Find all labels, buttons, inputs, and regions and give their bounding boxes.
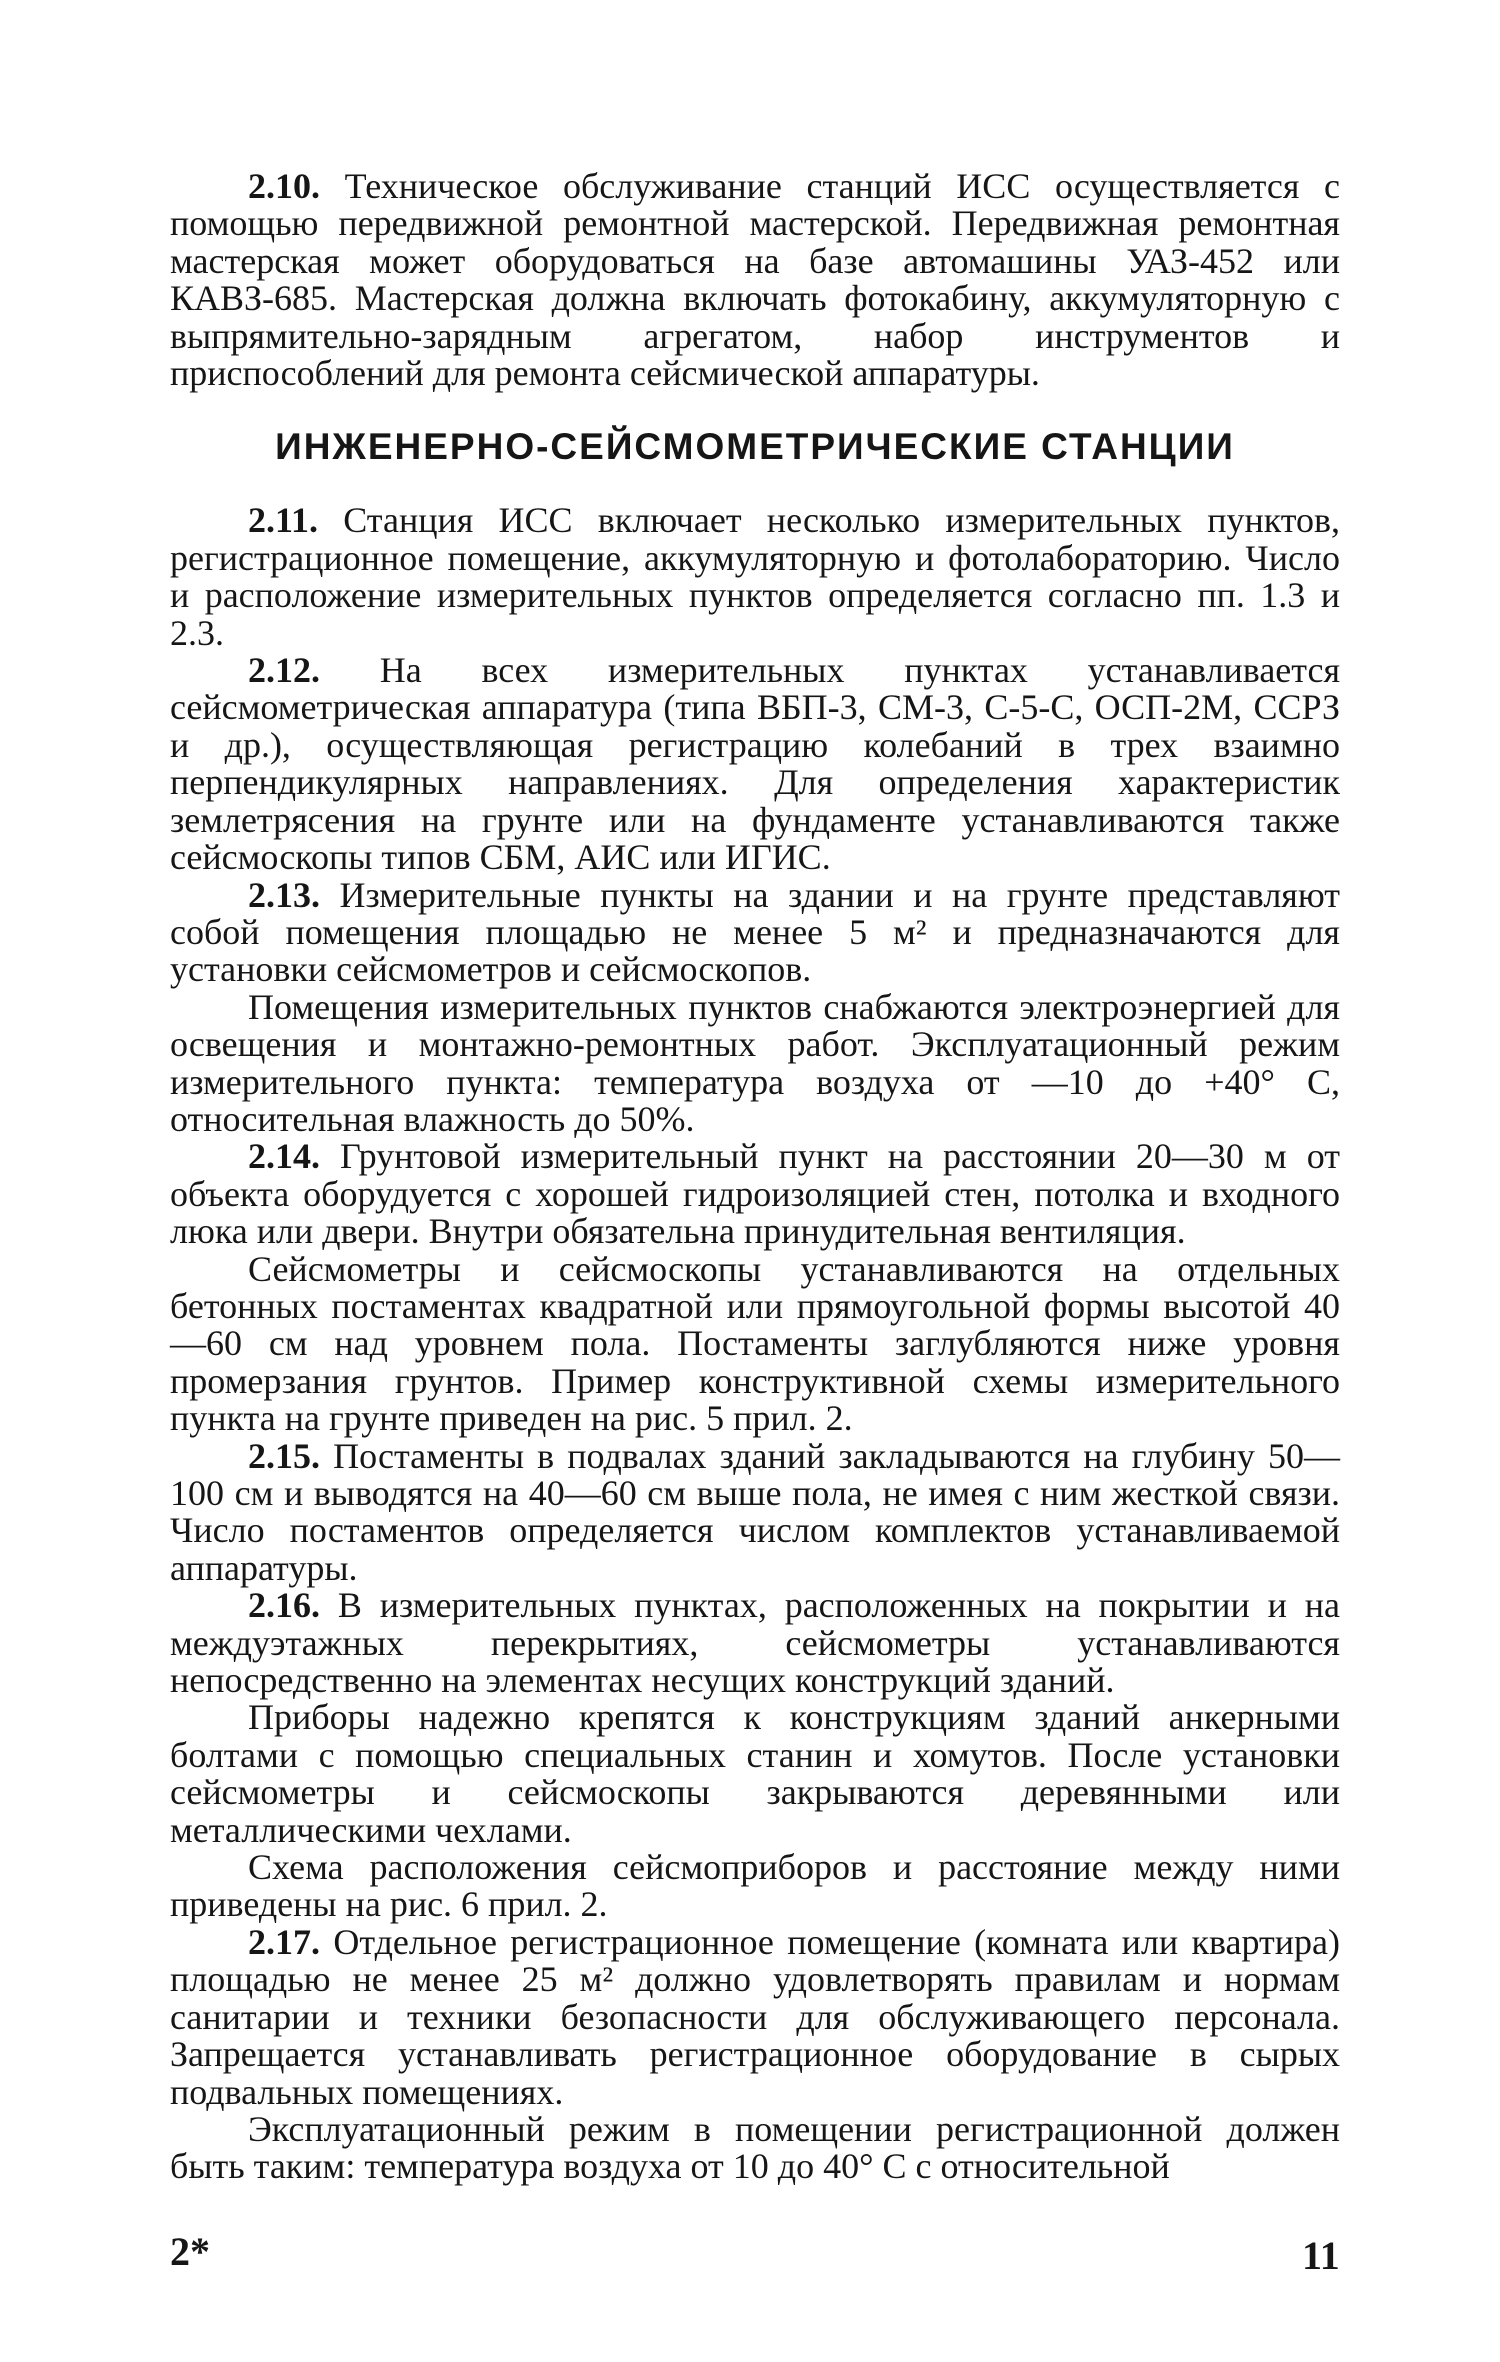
paragraph-2-12 [170,652,1340,876]
paragraph-2-14-continued: Сейсмометры и сейсмоскопы устанавливаются на отдельных бетонных постаментах квадратной или прямоугольной формы высотой 40—60 см над уровнем пола. Постаменты заглубляются ниже уровня промерзания грунтов. Пример конструктивной схемы измерительного пункта на грунте приведен на рис. 5 прил. 2. [170,1248,1340,1439]
paragraph-text: Отдельное регистрационное помещение (комната или квартира) площадью не менее 25 м² должно удовлетворять правилам и нормам санитарии и техники безопасности для обслуживающего персонала. Запрещается устанавливать регистрационное оборудование в сырых подвальных помещениях. [170,1921,1340,2112]
paragraph-2-16 [170,1587,1340,1699]
clause-number: 2.11. [248,500,319,541]
page-number: 11 [1302,2233,1340,2278]
signature-mark: 2* [170,2229,210,2274]
clause-number: 2.12. [248,650,320,691]
paragraph-2-16-continued: Приборы надежно крепятся к конструкциям зданий анкерными болтами с помощью специальных станин и хомутов. После установки сейсмометры и сейсмоскопы закрываются деревянными или металлическими чехлами. [170,1697,1340,1850]
clause-number: 2.15. [248,1435,320,1476]
paragraph-text: На всех измерительных пунктах устанавливается сейсмометрическая аппаратура (типа ВБП-3, СМ-3, С-5-С, ОСП-2М, ССРЗ и др.), осуществляющая регистрацию колебаний в трех взаимно перпендикулярных направлениях. Для определения характеристик землетрясения на грунте или на фундаменте устанавливаются также сейсмоскопы типов СБМ, АИС или ИГИС. [170,650,1340,878]
paragraph-2-15 [170,1435,1340,1588]
paragraph-text: В измерительных пунктах, расположенных на покрытии и на междуэтажных перекрытиях, сейсмометры устанавливаются непосредственно на элементах несущих конструкций зданий. [170,1585,1340,1701]
paragraph-text: Станция ИСС включает несколько измерительных пунктов, регистрационное помещение, аккумуляторную и фотолабораторию. Число и расположение измерительных пунктов определяется согласно пп. 1.3 и 2.3. [170,500,1340,653]
paragraph-2-13-continued: Помещения измерительных пунктов снабжаются электроэнергией для освещения и монтажно-ремонтных работ. Эксплуатационный режим измерительного пункта: температура воздуха от —10 до +40° С, относительная влажность до 50%. [170,986,1340,1139]
clause-number: 2.16. [248,1585,320,1626]
paragraph-text: Измерительные пункты на здании и на грунте представляют собой помещения площадью не менее 5 м² и предназначаются для установки сейсмометров и сейсмоскопов. [170,874,1340,990]
section-heading: ИНЖЕНЕРНО-СЕЙСМОМЕТРИЧЕСКИЕ СТАНЦИИ [275,426,1235,468]
paragraph-2-10 [170,168,1340,392]
paragraph-text: Постаменты в подвалах зданий закладываются на глубину 50—100 см и выводятся на 40—60 см выше пола, не имея с ним жесткой связи. Число постаментов определяется числом комплектов устанавливаемой аппаратуры. [170,1435,1340,1588]
paragraph-2-17 [170,1921,1340,2112]
paragraph-2-17-continued: Эксплуатационный режим в помещении регистрационной должен быть таким: температура воздуха от 10 до 40° С с относительной [170,2108,1340,2187]
paragraph-text: Техническое обслуживание станций ИСС осуществляется с помощью передвижной ремонтной мастерской. Передвижная ремонтная мастерская может оборудоваться на базе автомашины УАЗ-452 или КАВЗ-685. Мастерская должна включать фотокабину, аккумуляторную с выпрямительно-зарядным агрегатом, набор инструментов и приспособлений для ремонта сейсмической аппаратуры. [170,166,1340,394]
clause-number: 2.10. [248,166,320,206]
paragraph-text: Грунтовой измерительный пункт на расстоянии 20—30 м от объекта оборудуется с хорошей гидроизоляцией стен, потолка и входного люка или двери. Внутри обязательна принудительная вентиляция. [170,1136,1340,1252]
text-column [170,168,1340,2186]
paragraph-2-11 [170,502,1340,652]
clause-number: 2.13. [248,874,320,915]
paragraph-2-13 [170,874,1340,990]
paragraph-2-16-figure-ref: Схема расположения сейсмоприборов и расстояние между ними приведены на рис. 6 прил. 2. [170,1847,1340,1925]
paragraph-2-14 [170,1138,1340,1250]
clause-number: 2.14. [248,1136,320,1177]
clause-number: 2.17. [248,1921,320,1962]
